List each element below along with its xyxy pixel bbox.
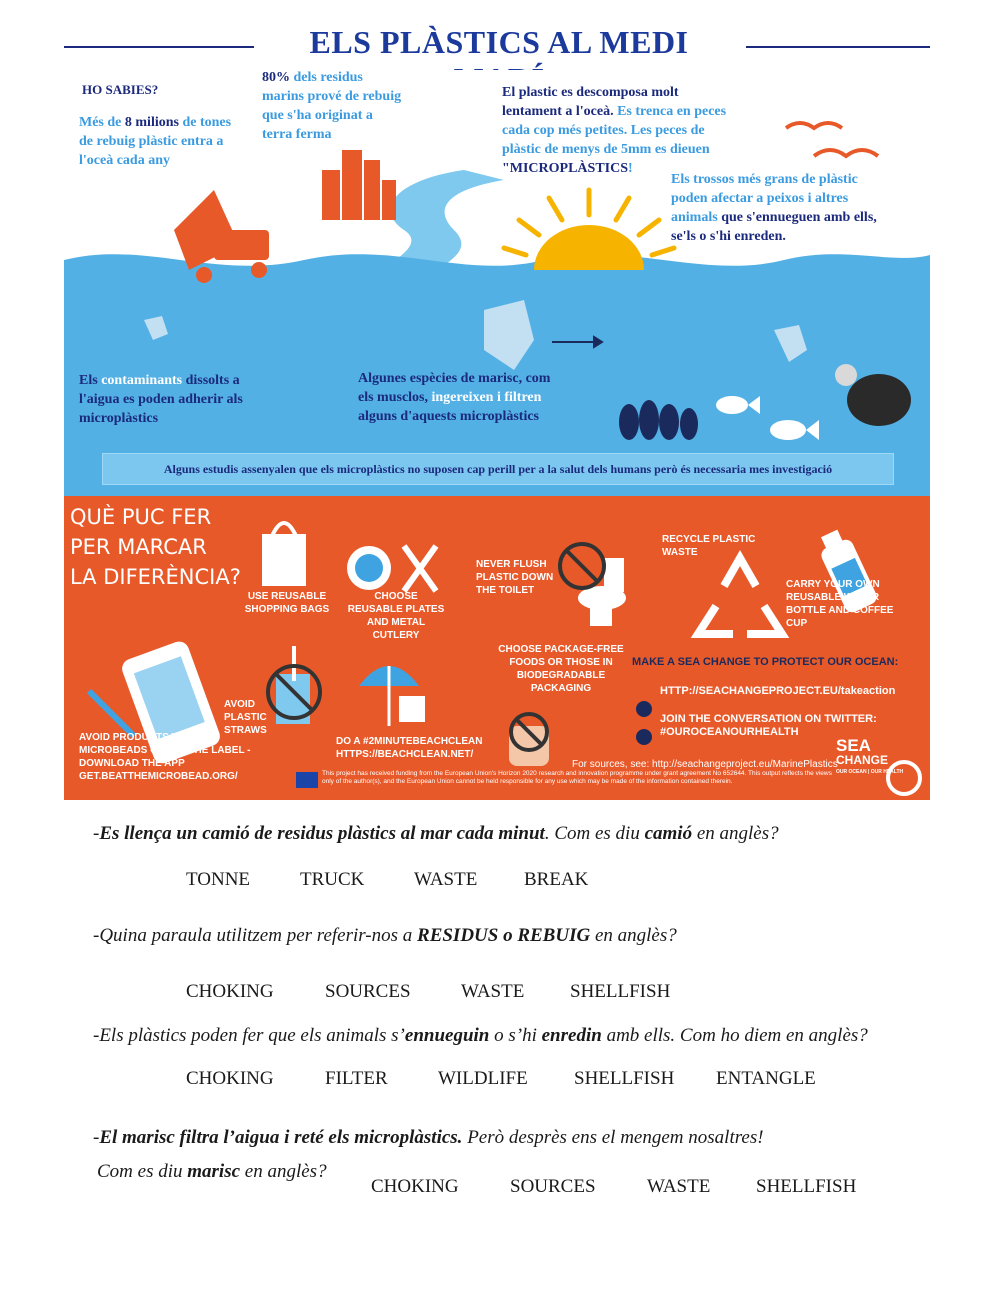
question-text: en anglès? <box>240 1161 327 1182</box>
question-text: amb ells. Com ho diem en anglès? <box>601 1025 868 1046</box>
tip-reusable-bags: USE REUSABLE SHOPPING BAGS <box>244 591 330 615</box>
fact-text: Més de <box>79 115 125 130</box>
logo-tagline: OUR OCEAN | OUR HEALTH <box>836 769 904 775</box>
ho-sabies-label: HO SABIES? <box>82 82 159 97</box>
plate-cutlery-icon <box>347 546 436 591</box>
fact-text: l'oceà cada any <box>79 153 170 168</box>
answer-option[interactable]: CHOKING <box>186 981 274 1002</box>
answer-option[interactable]: WASTE <box>414 869 478 890</box>
answer-option[interactable]: SHELLFISH <box>756 1176 857 1197</box>
fact-contaminants <box>79 371 279 428</box>
question-4 <box>93 1127 764 1149</box>
fact-decompose <box>502 83 792 178</box>
question-text: . Com es diu <box>544 823 645 844</box>
toothbrush-icon <box>89 691 134 736</box>
page-title: ELS PLÀSTICS AL MEDI <box>309 24 689 60</box>
birds-icon <box>786 123 878 156</box>
fact-large-pieces <box>671 170 926 246</box>
fact-text: microplàstics <box>79 411 159 426</box>
answer-option[interactable]: SHELLFISH <box>570 981 671 1002</box>
question-text: o s’hi <box>489 1025 542 1046</box>
fact-highlight: 8 milions <box>124 115 179 130</box>
fact-text: cada cop més petites. Les peces de <box>502 123 705 138</box>
fact-text: de tones <box>178 115 232 130</box>
sun-icon <box>504 190 674 270</box>
toilet-icon <box>560 544 626 626</box>
answer-option[interactable]: FILTER <box>325 1068 388 1089</box>
tip-reusable-plates: CHOOSE REUSABLE PLATES AND METAL CUTLERY <box>347 591 445 641</box>
fact-text: ! <box>628 161 633 176</box>
question-text: en anglès? <box>590 925 677 946</box>
fact-text: que s'ha originat a <box>262 108 373 123</box>
recycle-icon <box>698 558 782 634</box>
answer-option[interactable]: CHOKING <box>186 1068 274 1089</box>
tip-package-free: CHOOSE PACKAGE-FREE FOODS OR THOSE IN BIODEGRADABLE PACKAGING <box>498 644 624 694</box>
question-text: Però desprès ens el mengem nosaltres! <box>462 1127 764 1148</box>
fact-highlight: 80% <box>262 70 290 85</box>
fact-text: Es trenca en peces <box>617 104 727 119</box>
beach-clean-icon <box>359 666 425 726</box>
heading-line: QUÈ PUC FER <box>70 505 212 529</box>
fact-text: El plastic es descomposa molt <box>502 85 679 100</box>
title-rule-left <box>64 46 254 48</box>
eu-flag-icon <box>296 772 318 788</box>
answer-option[interactable]: ENTANGLE <box>716 1068 816 1089</box>
sea-change-link[interactable]: HTTP://SEACHANGEPROJECT.EU/takeaction <box>660 685 896 697</box>
logo-change: CHANGE <box>836 753 889 767</box>
buildings-icon <box>322 150 396 220</box>
answer-option[interactable]: TRUCK <box>300 869 365 890</box>
fact-shellfish <box>358 369 608 426</box>
fact-text: que s'ennueguen amb ells, <box>721 210 877 225</box>
question-bold: ennueguin <box>404 1025 490 1046</box>
fact-text: Els trossos més grans de plàstic <box>671 172 858 187</box>
fact-text: dissolts a <box>182 373 240 388</box>
tip-avoid-microbeads: AVOID PRODUCTS WITH MICROBEADS CHECK THE LABEL - DOWNLOAD THE APP GET.BEATTHEMICROBEAD.ORG/ <box>79 732 251 782</box>
question-2 <box>93 925 677 947</box>
title-bar <box>64 18 930 70</box>
sea-change-logo-icon <box>888 762 920 794</box>
fact-text: plàstic de menys de 5mm es dieuen <box>502 142 710 157</box>
question-4-line-2 <box>97 1161 327 1183</box>
research-callout: Alguns estudis assenyalen que els microplàstics no suposen cap perill per a la salut dels humans però és necessaria mes investigació <box>102 453 894 485</box>
answer-option[interactable]: TONNE <box>186 869 251 890</box>
tip-reusable-bottle: CARRY YOUR OWN REUSABLE WATER BOTTLE AND COFFEE CUP <box>786 579 894 629</box>
fact-eight-million <box>79 113 259 170</box>
question-text: en anglès? <box>692 823 779 844</box>
fact-text: poden afectar a peixos i altres <box>671 191 849 206</box>
question-1 <box>93 823 779 845</box>
fact-text: Algunes espècies de marisc, com <box>358 371 551 386</box>
fact-text: l'aigua es poden adherir als <box>79 392 243 407</box>
fact-text: animals <box>671 210 722 225</box>
tip-recycle: RECYCLE PLASTIC WASTE <box>662 534 756 558</box>
fact-text: terra ferma <box>262 127 332 142</box>
fact-text: se'ls o s'hi enreden. <box>671 229 786 244</box>
tip-never-flush: NEVER FLUSH PLASTIC DOWN THE TOILET <box>476 559 554 596</box>
funding-disclaimer: This project has received funding from the European Union's Horizon 2020 research and innovation programme under grant agreement No 652644. This output reflects the views only of the author(s), and the European Union cannot be held responsible for any use which may be made of the information contained therein. <box>322 770 832 785</box>
globe-icon <box>636 701 652 717</box>
twitter-icon <box>636 729 652 745</box>
shopping-bag-icon <box>262 523 306 586</box>
question-bold: RESIDUS o REBUIG <box>417 925 591 946</box>
answer-option[interactable]: CHOKING <box>371 1176 459 1197</box>
heading-line: LA DIFERÈNCIA? <box>70 565 241 589</box>
fact-text: entra a <box>181 134 224 149</box>
fact-text: de rebuig plàstic <box>79 134 182 149</box>
question-bold: marisc <box>187 1161 241 1182</box>
fact-text: dels residus <box>290 70 363 85</box>
sources-link[interactable]: For sources, see: http://seachangeproject.eu/MarinePlastics <box>572 759 838 770</box>
fact-eighty-percent <box>262 68 462 144</box>
fact-text: Els <box>79 373 102 388</box>
question-text: - <box>93 823 100 844</box>
answer-option[interactable]: SHELLFISH <box>574 1068 675 1089</box>
fact-highlight: contaminants <box>101 373 183 388</box>
fact-text: lentament a l'oceà. <box>502 104 618 119</box>
sea-change-heading: MAKE A SEA CHANGE TO PROTECT OUR OCEAN: <box>632 656 899 668</box>
question-bold: enredin <box>541 1025 602 1046</box>
heading-line: PER MARCAR <box>70 535 207 559</box>
answer-option[interactable]: WASTE <box>461 981 525 1002</box>
fact-highlight: ingereixen i filtren <box>431 390 542 405</box>
tip-beach-clean: DO A #2MINUTEBEACHCLEAN HTTPS://BEACHCLEAN.NET/ <box>336 736 483 760</box>
fact-text: marins prové de rebuig <box>262 89 402 104</box>
question-text: -Quina paraula utilitzem per referir-nos a <box>93 925 418 946</box>
question-text: -Els plàstics poden fer que els animals s’ <box>93 1025 405 1046</box>
question-text: Com es diu <box>97 1161 188 1182</box>
fact-text: els musclos, <box>358 390 432 405</box>
logo-sea: SEA <box>836 736 871 755</box>
answer-option[interactable]: WILDLIFE <box>438 1068 528 1089</box>
answer-option[interactable]: SOURCES <box>325 981 411 1002</box>
answer-option[interactable]: WASTE <box>647 1176 711 1197</box>
question-bold: camió <box>644 823 693 844</box>
fact-text: alguns d'aquests microplàstics <box>358 409 539 424</box>
tip-avoid-straws: AVOID PLASTIC STRAWS <box>224 699 267 736</box>
twitter-hashtag[interactable]: JOIN THE CONVERSATION ON TWITTER: #OUROCEANOURHEALTH <box>660 713 877 738</box>
answer-option[interactable]: BREAK <box>524 869 589 890</box>
question-text: - <box>93 1127 100 1148</box>
package-free-icon <box>509 714 549 766</box>
title-rule-right <box>746 46 930 48</box>
fact-highlight: "MICROPLÀSTICS <box>502 161 629 176</box>
infographic <box>64 18 930 800</box>
question-bold: Es llença un camió de residus plàstics al mar cada minut <box>99 823 545 844</box>
question-bold: El marisc filtra l’aigua i reté els microplàstics. <box>99 1127 463 1148</box>
answer-option[interactable]: SOURCES <box>510 1176 596 1197</box>
question-3 <box>93 1025 868 1047</box>
